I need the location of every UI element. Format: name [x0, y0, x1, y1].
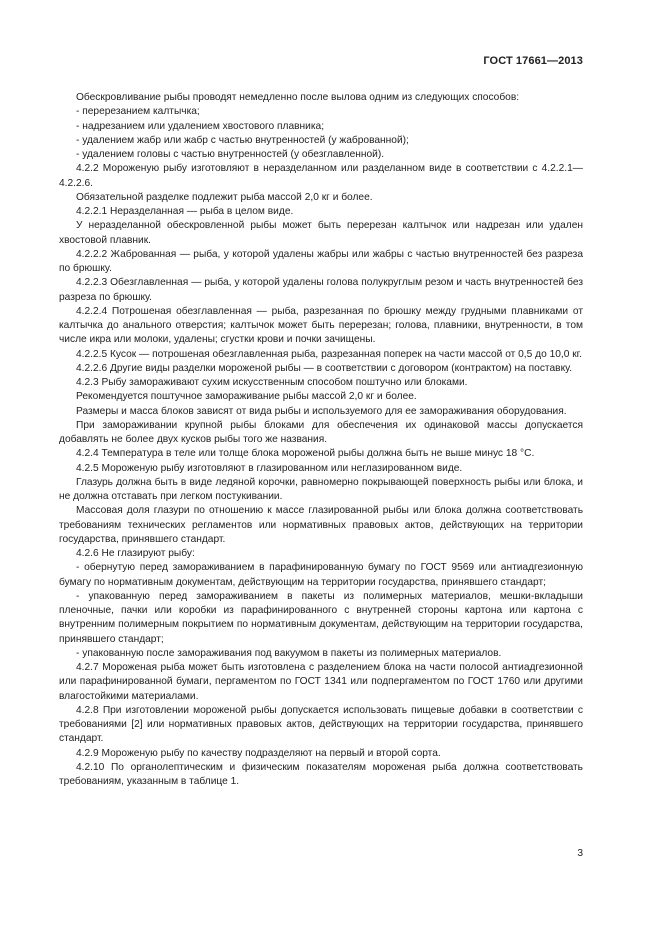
- list-item: - надрезанием или удалением хвостового плавника;: [76, 120, 325, 132]
- paragraph: Обескровливание рыбы проводят немедленно после вылова одним из следующих способов:: [76, 92, 520, 103]
- paragraph: 4.2.3 Рыбу замораживают сухим искусственным способом поштучно или блоками.: [76, 377, 468, 388]
- paragraph: Массовая доля глазури по отношению к массе глазированной рыбы или блока должна соответствовать требованиям технических регламентов или нормативных правовых актов, действующих на территории государства, принявшего стандарт.: [59, 505, 583, 545]
- paragraph: 4.2.2.3 Обезглавленная — рыба, у которой удалены голова полукруглым резом и часть внутренностей без разреза по брюшку.: [59, 277, 583, 303]
- paragraph: 4.2.4 Температура в теле или толще блока мороженой рыбы должна быть не выше минус 18 °С.: [76, 448, 535, 460]
- paragraph: Обязательной разделке подлежит рыба массой 2,0 кг и более.: [76, 191, 373, 203]
- document-header: ГОСТ 17661—2013: [483, 55, 583, 67]
- paragraph: Глазурь должна быть в виде ледяной корочки, равномерно покрывающей поверхность рыбы или блока, и не должна отставать при легком постукивании.: [59, 476, 583, 502]
- paragraph: 4.2.8 При изготовлении мороженой рыбы допускается использовать пищевые добавки в соответствии с требованиями [2] или нормативных правовых актов, действующих на территории государства, принявшего стандарт.: [59, 704, 583, 745]
- paragraph: 4.2.2.2 Жаброванная — рыба, у которой удалены жабры или жабры с частью внутренностей без разреза по брюшку.: [59, 248, 583, 274]
- list-item: - упакованную после замораживания под вакуумом в пакеты из полимерных материалов.: [76, 647, 502, 659]
- paragraph: 4.2.2.4 Потрошеная обезглавленная — рыба, разрезанная по брюшку между грудными плавниками от калтычка до анального отверстия; калтычок может быть перерезан; голова, плавники, внутренности, в том числе икра или молоки, удалены; сгустки крови и почки зачищены.: [59, 305, 583, 346]
- list-item: - удалением головы с частью внутренностей (у обезглавленной).: [76, 149, 385, 160]
- paragraph: 4.2.2.1 Неразделанная — рыба в целом виде.: [76, 206, 294, 217]
- list-item: - удалением жабр или жабр с частью внутренностей (у жаброванной);: [76, 134, 409, 146]
- paragraph: 4.2.6 Не глазируют рыбу:: [76, 548, 195, 559]
- paragraph: 4.2.10 По органолептическим и физическим показателям мороженая рыба должна соответствовать требованиям, указанным в таблице 1.: [59, 761, 583, 787]
- paragraph: Размеры и масса блоков зависят от вида рыбы и используемого для ее замораживания оборудования.: [76, 405, 567, 417]
- page-number: 3: [577, 848, 583, 859]
- paragraph: У неразделанной обескровленной рыбы может быть перерезан калтычок или надрезан или удален хвостовой плавник.: [59, 220, 583, 246]
- list-item: - обернутую перед замораживанием в парафинированную бумагу по ГОСТ 9569 или антиадгезионную бумагу по нормативным документам, действующим на территории государства, принявшего стандарт;: [59, 562, 583, 588]
- paragraph: 4.2.2.5 Кусок — потрошеная обезглавленная рыба, разрезанная поперек на части массой от 0,5 до 10,0 кг.: [76, 348, 582, 360]
- paragraph: 4.2.2 Мороженую рыбу изготовляют в неразделанном или разделанном виде в соответствии с 4.2.2.1—4.2.2.6.: [59, 163, 583, 189]
- paragraph: Рекомендуется поштучное замораживание рыбы массой 2,0 кг и более.: [76, 391, 417, 403]
- list-item: - перерезанием калтычка;: [76, 106, 200, 118]
- paragraph: 4.2.5 Мороженую рыбу изготовляют в глазированном или неглазированном виде.: [76, 462, 463, 474]
- paragraph: 4.2.7 Мороженая рыба может быть изготовлена с разделением блока на части полосой антиадгезионной или парафинированной бумаги, пергаментом по ГОСТ 1341 или подпергаментом по ГОСТ 1760 или другими влагостойкими материалами.: [59, 662, 583, 702]
- paragraph: При замораживании крупной рыбы блоками для обеспечения их одинаковой массы допускается добавлять не более двух кусков рыбы того же названия.: [59, 419, 583, 445]
- document-body: [59, 91, 583, 789]
- list-item: - упакованную перед замораживанием в пакеты из полимерных материалов, мешки-вкладыши пленочные, пачки или коробки из парафинированного с внутренней стороны картона или картона с внутренним полимерным покрытием по нормативным документам, действующим на территории государства, принявшего стандарт;: [59, 590, 583, 645]
- paragraph: 4.2.2.6 Другие виды разделки мороженой рыбы — в соответствии с договором (контрактом) на поставку.: [76, 362, 573, 374]
- paragraph: 4.2.9 Мороженую рыбу по качеству подразделяют на первый и второй сорта.: [76, 747, 441, 759]
